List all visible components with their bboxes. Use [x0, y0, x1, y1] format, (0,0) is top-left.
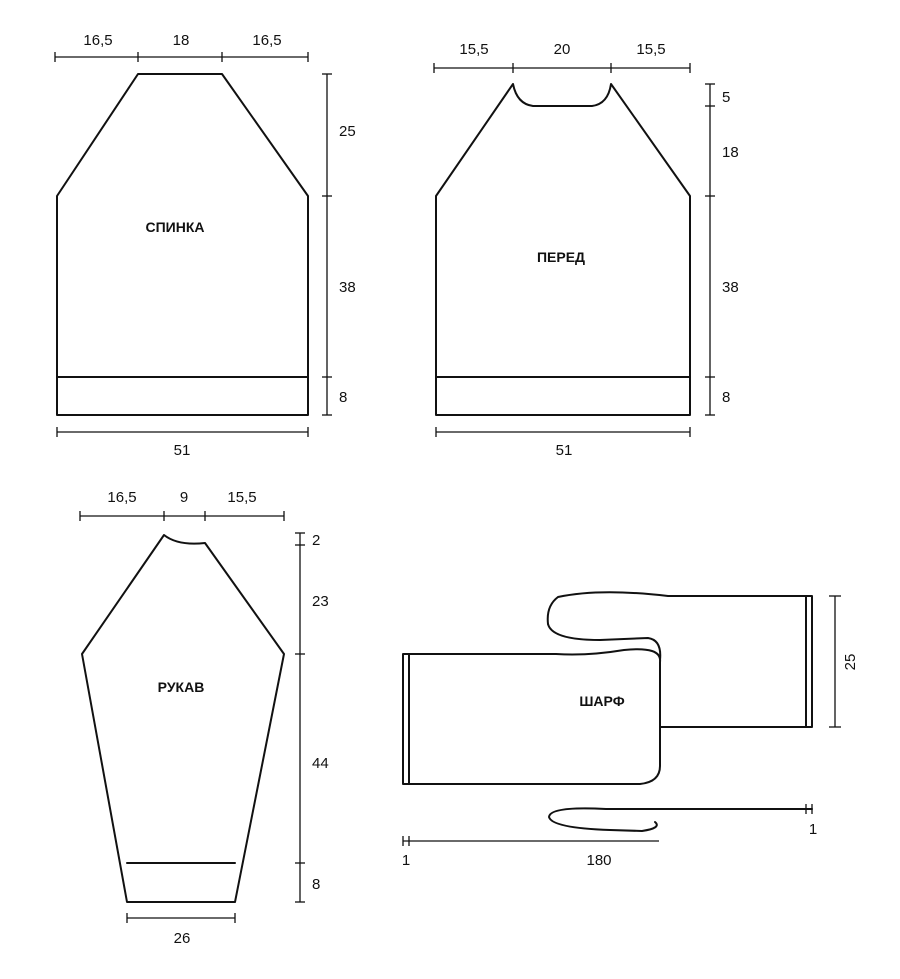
back-top-width-left: 16,5 [83, 32, 113, 49]
scarf-length: 180 [586, 852, 612, 869]
sleeve-outline [82, 535, 284, 902]
back-piece [57, 74, 308, 415]
scarf-piece [403, 592, 812, 831]
back-height-armhole: 25 [339, 123, 356, 140]
front-top-width-center: 20 [553, 41, 571, 58]
scarf-front-band [403, 649, 660, 784]
back-height-body: 38 [339, 279, 356, 296]
scarf-height: 25 [842, 653, 859, 671]
front-height-armhole: 18 [722, 144, 739, 161]
back-top-width-right: 16,5 [252, 32, 282, 49]
front-height-neck: 5 [722, 89, 731, 106]
sleeve-height-cuff: 8 [312, 876, 321, 893]
sleeve-top-width-right: 15,5 [227, 489, 257, 506]
scarf-dimensions [402, 596, 859, 869]
front-height-ribbing: 8 [722, 389, 731, 406]
sleeve-height-cap-top: 2 [312, 532, 321, 549]
front-top-width-right: 15,5 [636, 41, 666, 58]
front-label: ПЕРЕД [536, 249, 586, 265]
sleeve-dimensions [80, 489, 329, 947]
front-bottom-width: 51 [555, 442, 573, 459]
sleeve-height-body: 44 [312, 755, 329, 772]
scarf-label: ШАРФ [579, 693, 625, 709]
scarf-right-end: 1 [808, 821, 818, 838]
front-dimensions [434, 41, 739, 459]
sleeve-label: РУКАВ [157, 679, 205, 695]
front-top-width-left: 15,5 [459, 41, 489, 58]
back-height-ribbing: 8 [339, 389, 348, 406]
back-outline [57, 74, 308, 415]
sleeve-piece [82, 535, 284, 902]
back-label: СПИНКА [145, 219, 205, 235]
sleeve-top-width-left: 16,5 [107, 489, 137, 506]
back-bottom-width: 51 [173, 442, 191, 459]
sleeve-height-cap: 23 [312, 593, 329, 610]
front-height-body: 38 [722, 279, 739, 296]
sleeve-bottom-width: 26 [173, 930, 191, 947]
scarf-left-end: 1 [401, 852, 411, 869]
front-piece [436, 84, 690, 415]
scarf-side-loop [549, 808, 812, 831]
sleeve-top-width-center: 9 [179, 489, 189, 506]
back-dimensions [55, 32, 356, 459]
back-top-width-center: 18 [172, 32, 190, 49]
